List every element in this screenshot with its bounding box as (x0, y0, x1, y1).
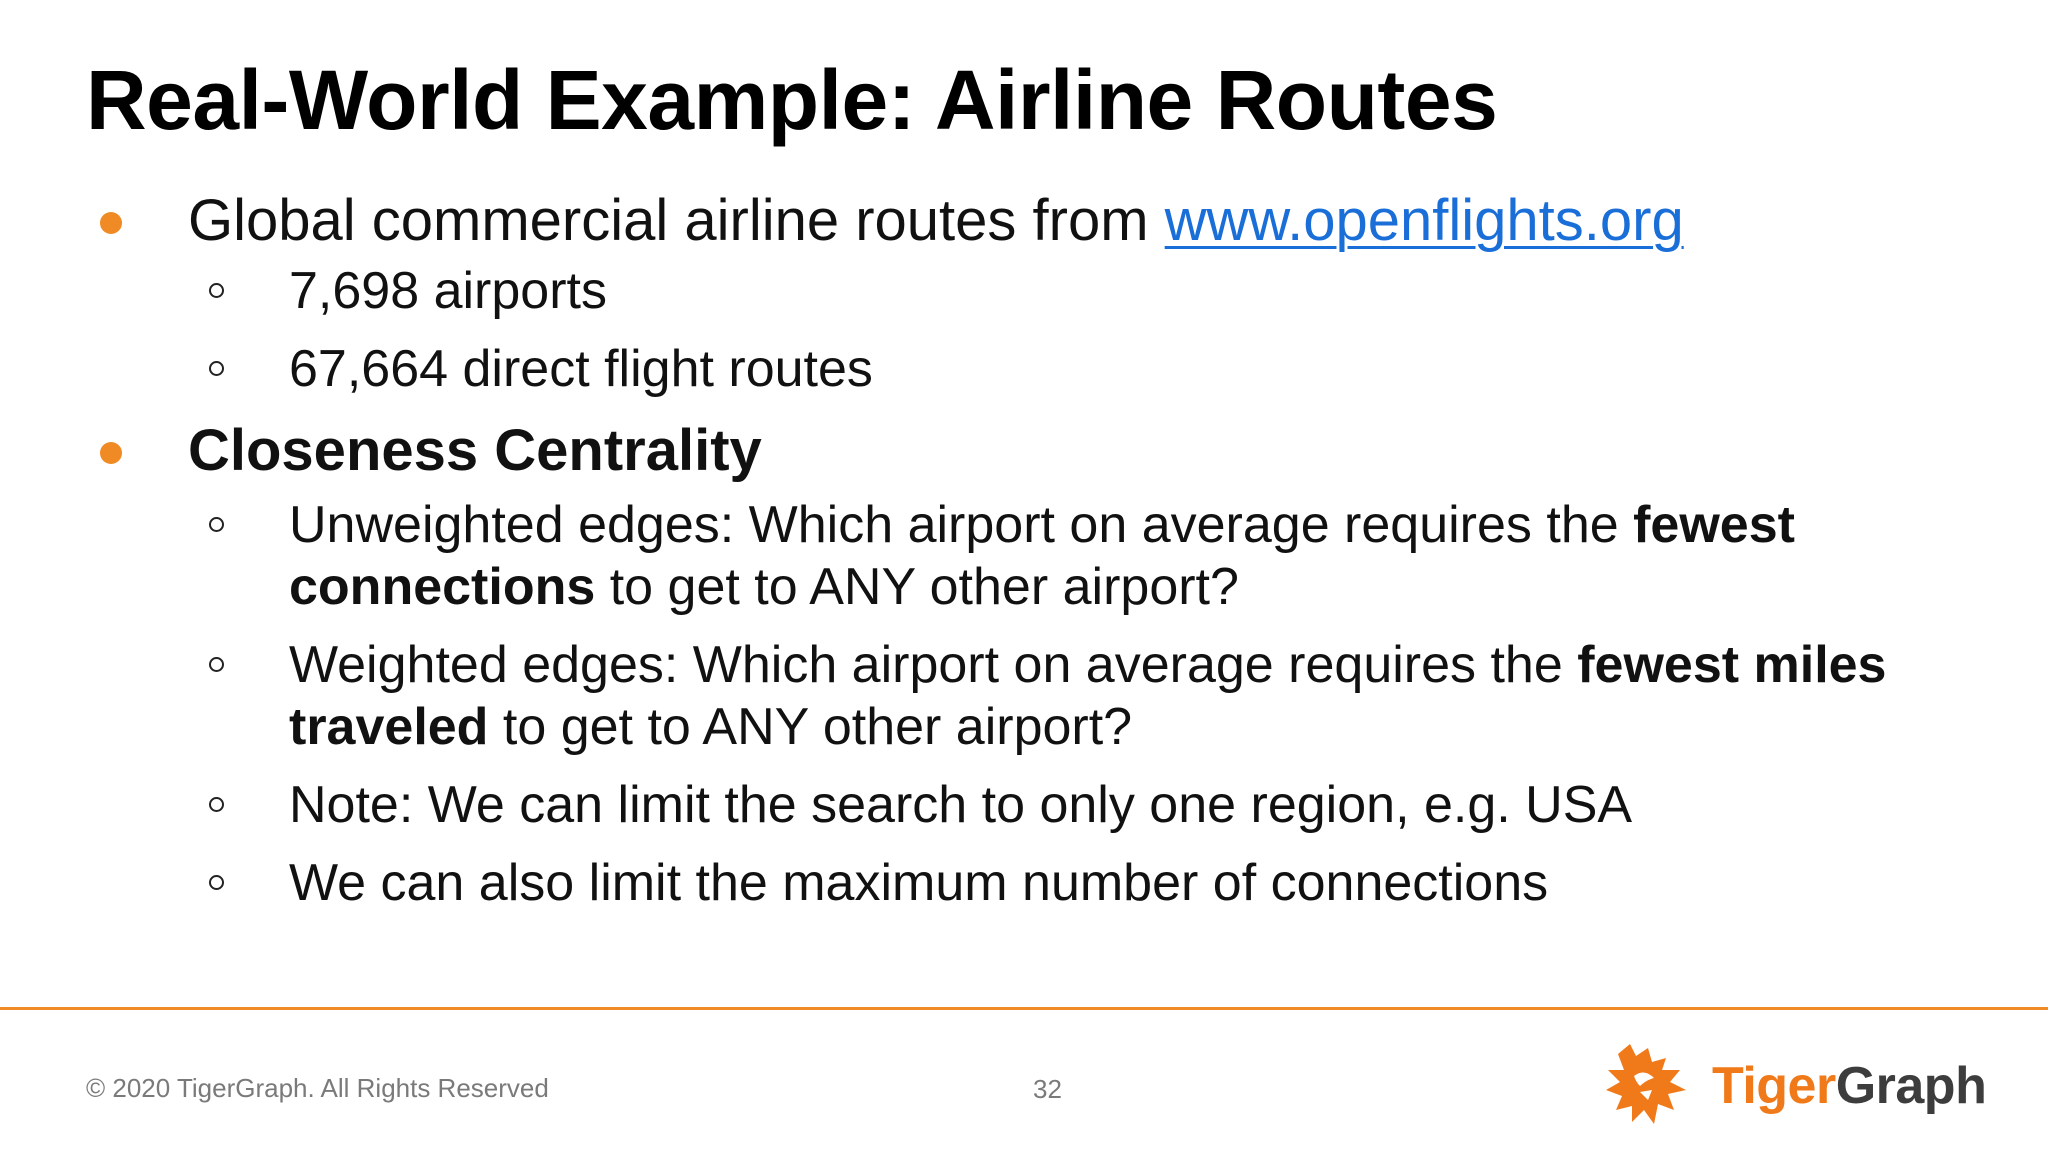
subbullet-text-bold: fewest connections (289, 496, 1795, 616)
slide-title: Real-World Example: Airline Routes (86, 53, 1498, 147)
subbullet-text: We can also limit the maximum number of connections (289, 854, 1549, 912)
subbullet-text-bold: fewest miles traveled (289, 636, 1887, 756)
bullet-closeness-centrality (100, 416, 1960, 486)
footer-divider (0, 1007, 2048, 1010)
subbullet-text: 67,664 direct flight routes (289, 340, 873, 398)
subbullet-text-prefix: Weighted edges: Which airport on average requires the (289, 636, 1578, 694)
logo-wordmark (1712, 1056, 1986, 1116)
subbullet-airports (100, 260, 2009, 322)
subbullet-text-prefix: Unweighted edges: Which airport on average requires the (289, 496, 1634, 554)
bullet-ring-icon (209, 283, 224, 298)
page-number: 32 (1033, 1074, 1062, 1104)
footer-copyright: © 2020 TigerGraph. All Rights Reserved (86, 1073, 549, 1103)
subbullet-unweighted (100, 494, 2009, 618)
subbullet-max-connections (100, 852, 2009, 914)
tigergraph-logo (1600, 1040, 2000, 1130)
bullet-openflights (100, 186, 1960, 256)
subbullet-weighted (100, 634, 2009, 758)
bullet-ring-icon (209, 657, 224, 672)
subbullet-text: 7,698 airports (289, 262, 607, 320)
subbullet-routes (100, 338, 2009, 400)
bullet-dot-icon (100, 442, 122, 464)
logo-word-tiger: Tiger (1712, 1057, 1836, 1115)
bullet-ring-icon (209, 875, 224, 890)
bullet-text: Closeness Centrality (188, 418, 762, 483)
logo-word-graph: Graph (1835, 1057, 1987, 1115)
openflights-link[interactable]: www.openflights.org (1164, 188, 1684, 253)
bullet-ring-icon (209, 797, 224, 812)
subbullet-text-suffix: to get to ANY other airport? (595, 558, 1239, 616)
subbullet-text-suffix: to get to ANY other airport? (488, 698, 1133, 756)
subbullet-note (100, 774, 2009, 836)
bullet-text: Global commercial airline routes from (188, 188, 1165, 253)
subbullet-text: Note: We can limit the search to only one region, e.g. USA (289, 776, 1633, 834)
bullet-dot-icon (100, 212, 122, 234)
tiger-icon (1600, 1040, 1696, 1130)
slide-content (100, 186, 1960, 930)
bullet-ring-icon (209, 361, 224, 376)
bullet-ring-icon (209, 517, 224, 532)
